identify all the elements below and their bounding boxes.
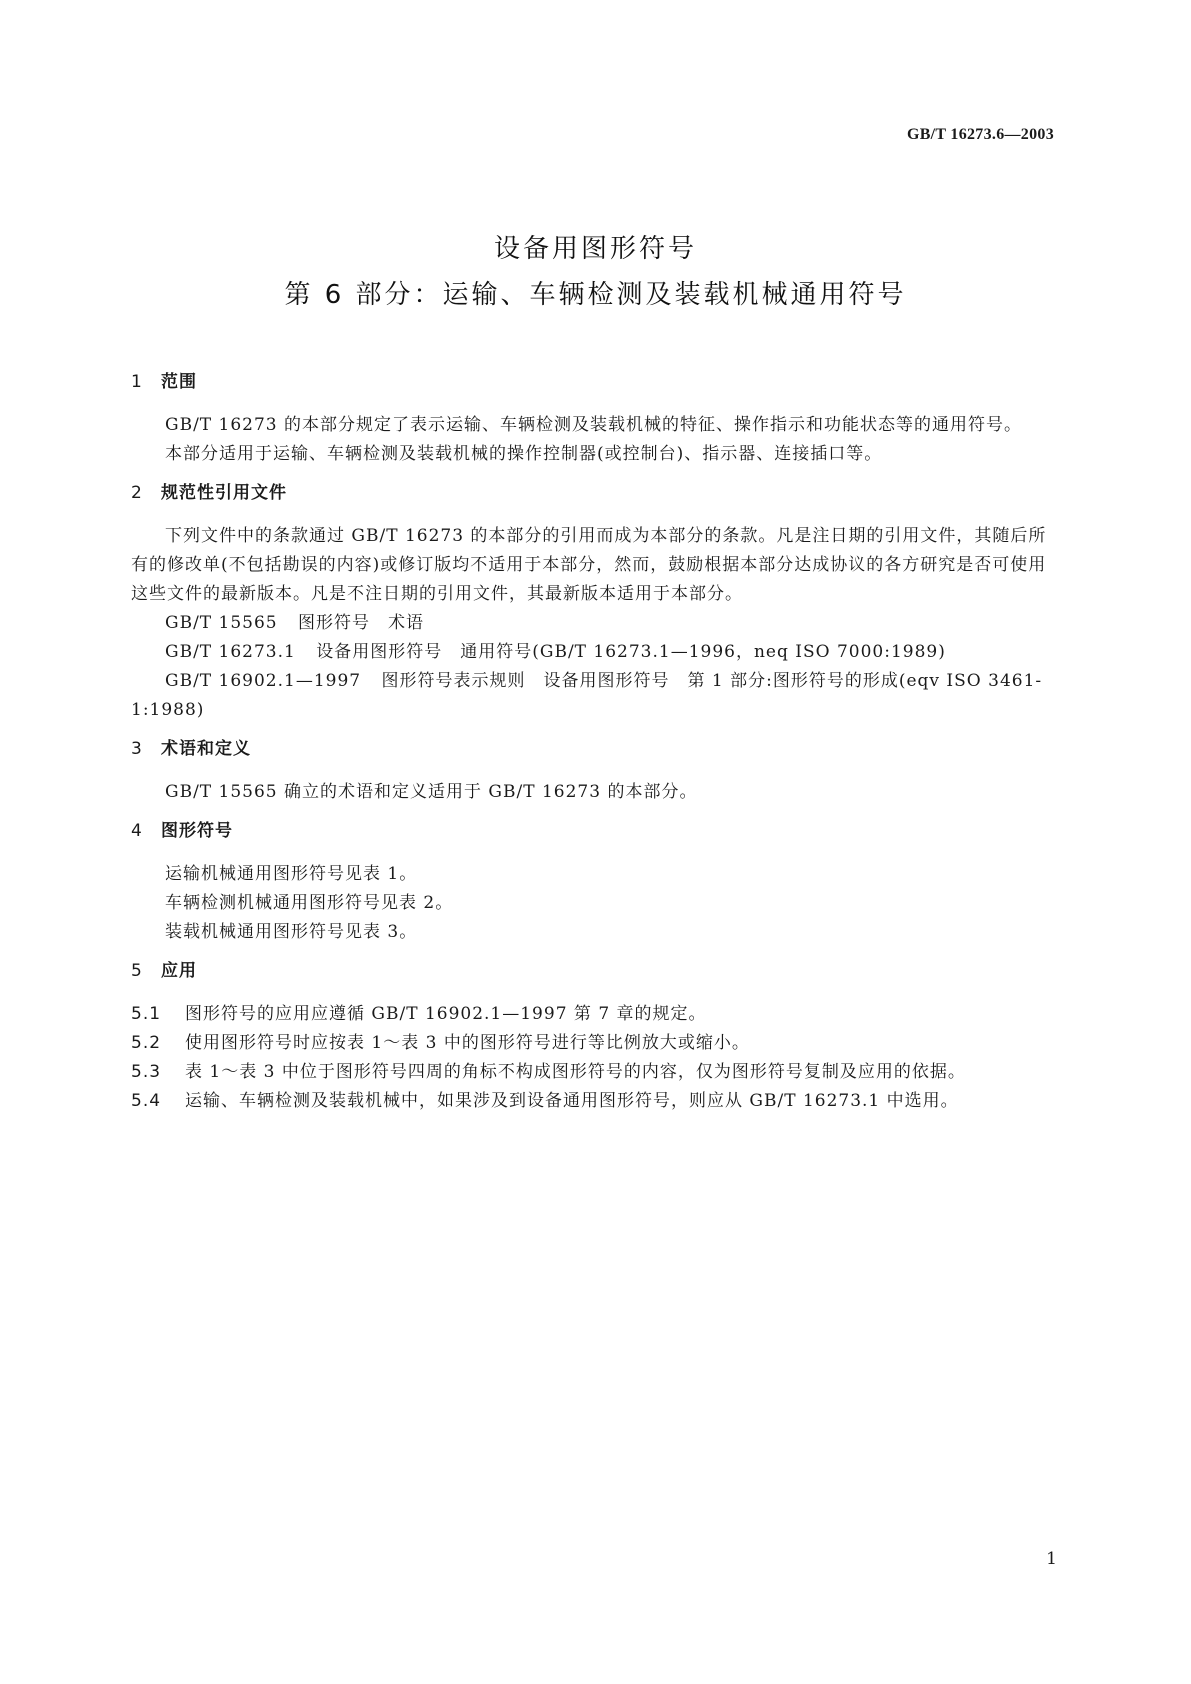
reference-title: 图形符号 术语	[298, 613, 425, 633]
section-heading	[131, 957, 1059, 986]
section-number: 5	[131, 961, 143, 981]
section-title: 规范性引用文件	[161, 483, 287, 503]
section-number: 3	[131, 739, 143, 759]
list-item: 运输机械通用图形符号见表 1。	[165, 864, 418, 884]
clause-number: 5.2	[131, 1033, 162, 1053]
section-terms-definitions	[131, 735, 1059, 807]
paragraph: GB/T 15565 确立的术语和定义适用于 GB/T 16273 的本部分。	[165, 782, 698, 802]
list-item: 装载机械通用图形符号见表 3。	[165, 922, 418, 942]
reference-item	[131, 638, 1059, 667]
clause-number: 5.3	[131, 1062, 162, 1082]
document-title-part: 第 6 部分：运输、车辆检测及装载机械通用符号	[284, 280, 907, 310]
paragraph: 下列文件中的条款通过 GB/T 16273 的本部分的引用而成为本部分的条款。凡是注日期的引用文件，其随后所有的修改单(不包括勘误的内容)或修订版均不适用于本部分，然而，鼓励根据本部分达成协议的各方研究是否可使用这些文件的最新版本。凡是不注日期的引用文件，其最新版本适用于本部分。	[131, 526, 1047, 604]
document-body	[131, 368, 1059, 1126]
list-item: 车辆检测机械通用图形符号见表 2。	[165, 893, 454, 913]
section-number: 4	[131, 821, 143, 841]
reference-code: GB/T 15565	[165, 613, 278, 633]
reference-item	[131, 667, 1059, 725]
clause-number: 5.1	[131, 1004, 162, 1024]
section-heading	[131, 735, 1059, 764]
reference-title: 图形符号表示规则 设备用图形符号 第 1 部分:图形符号的形成(eqv ISO 3461-1:1988)	[131, 671, 1043, 720]
reference-item	[131, 609, 1059, 638]
clause-text: 运输、车辆检测及装载机械中，如果涉及到设备通用图形符号，则应从 GB/T 16273.1 中选用。	[185, 1091, 959, 1111]
clause	[131, 1058, 1059, 1087]
section-title: 应用	[161, 961, 197, 981]
standard-code: GB/T 16273.6—2003	[906, 126, 1054, 143]
section-number: 1	[131, 372, 143, 392]
section-number: 2	[131, 483, 143, 503]
section-title: 术语和定义	[161, 739, 251, 759]
clause-number: 5.4	[131, 1091, 162, 1111]
section-application	[131, 957, 1059, 1116]
section-heading	[131, 368, 1059, 397]
reference-code: GB/T 16902.1—1997	[165, 671, 362, 691]
clause	[131, 1087, 1059, 1116]
paragraph: GB/T 16273 的本部分规定了表示运输、车辆检测及装载机械的特征、操作指示和功能状态等的通用符号。	[165, 415, 1023, 435]
clause-text: 使用图形符号时应按表 1～表 3 中的图形符号进行等比例放大或缩小。	[185, 1033, 750, 1053]
section-title: 范围	[161, 372, 197, 392]
section-heading	[131, 817, 1059, 846]
section-normative-references	[131, 479, 1059, 725]
paragraph: 本部分适用于运输、车辆检测及装载机械的操作控制器(或控制台)、指示器、连接插口等。	[165, 444, 883, 464]
clause-text: 表 1～表 3 中位于图形符号四周的角标不构成图形符号的内容，仅为图形符号复制及应用的依据。	[185, 1062, 966, 1082]
reference-title: 设备用图形符号 通用符号(GB/T 16273.1—1996，neq ISO 7000:1989)	[316, 642, 946, 662]
reference-code: GB/T 16273.1	[165, 642, 296, 662]
section-title: 图形符号	[161, 821, 233, 841]
page-number: 1	[1046, 1549, 1057, 1569]
clause-text: 图形符号的应用应遵循 GB/T 16902.1—1997 第 7 章的规定。	[185, 1004, 707, 1024]
clause	[131, 1000, 1059, 1029]
section-scope	[131, 368, 1059, 469]
section-graphical-symbols	[131, 817, 1059, 947]
section-heading	[131, 479, 1059, 508]
document-title-main: 设备用图形符号	[493, 234, 697, 264]
clause	[131, 1029, 1059, 1058]
